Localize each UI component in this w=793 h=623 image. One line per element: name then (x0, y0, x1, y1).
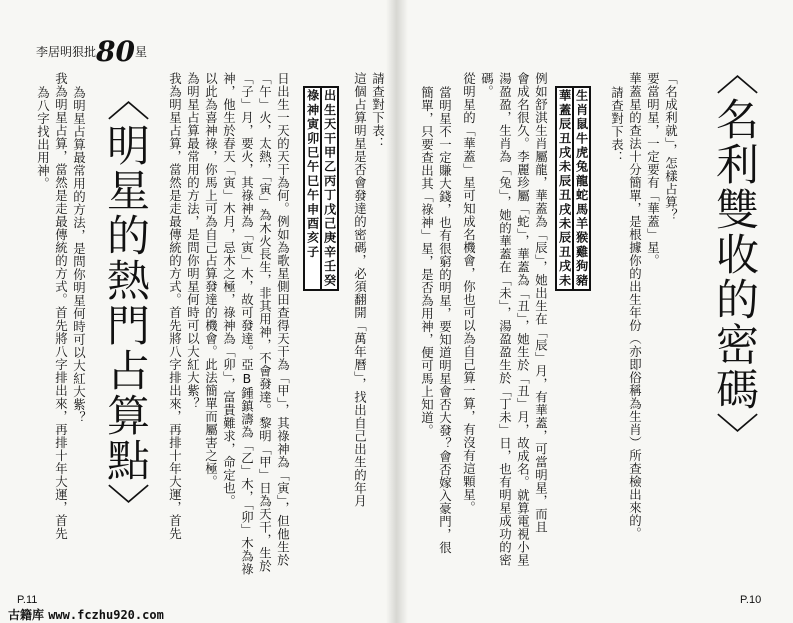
page-number-right: P.10 (740, 594, 762, 606)
text-line: 從明星的「華蓋」星可知成名機會，你也可以為自己算一算，有沒有這顆星。 (461, 72, 477, 514)
running-header (36, 35, 147, 68)
table-cell: 出生天干甲乙丙丁戊己庚辛壬癸 (322, 89, 337, 288)
header-suffix: 星 (134, 45, 147, 59)
text-line: 要當明星，一定要有「華蓋」星。 (645, 72, 661, 267)
footer-url: www.fczhu920.com (48, 608, 164, 622)
text-line: 當明星不一定賺大錢，也有很窮的明星，要知道明星會否大發？會否嫁入豪門，很 (437, 86, 453, 554)
text-line: 這個占算明星是否會發達的密碼，必須翻開「萬年曆」，找出自己出生的年月 (352, 72, 368, 508)
text-line: 華蓋星的查法十分簡單，是根據你的出生年份（亦即俗稱為生肖）所查檢出來的。 (627, 72, 643, 540)
footer-site-name: 古籍库 (8, 608, 45, 622)
table-cell: 祿神寅卯巳午巳午申酉亥子 (305, 89, 320, 260)
stems-table (303, 86, 339, 291)
text-line: 會成名很久。李麗珍屬「蛇」，華蓋為「丑」，她生於「丑」月，故成名。就算電視小星 (515, 72, 531, 567)
section-title-hot-points: 〈明星的熱門占算點〉 (100, 78, 150, 528)
text-line: 為明星占算最常用的方法，是問你明星何時可以大紅大紫？ (185, 72, 201, 410)
text-line: 「午」火，太熱，「寅」為木火長生，非其用神，不會發達。黎明「甲」日為天干，生於 (257, 72, 273, 573)
table-column (304, 87, 321, 290)
text-line: 我為明星占算，當然是走最傳統的方式。首先將八字排出來，再排十年大運，首先 (53, 72, 69, 540)
text-line: 碼。 (479, 72, 495, 98)
text-line: 以此為喜神祿，你馬上可為自己占算發達的機會。此法簡單而屬害之極。 (203, 72, 219, 488)
text-line: 為八字找出用神。 (35, 86, 51, 190)
table-column (573, 87, 590, 290)
text-line: 湯盈盈，生肖為「兔」，她的華蓋在「未」，湯盈盈生於「丁未」日，也有明星成功的密 (497, 72, 513, 567)
text-line: 簡單，只要查出其「祿神」星，是否為用神，便可馬上知道。 (419, 86, 435, 437)
page-number-left: P.11 (17, 594, 38, 606)
text-line: 「名成利就」，怎樣占算？ (663, 72, 679, 222)
table-column (556, 87, 573, 290)
text-line: 為明星占算最常用的方法，是問你明星何時可以大紅大紫？ (71, 86, 87, 424)
footer-watermark (8, 606, 164, 623)
header-text: 李居明狠批 (36, 45, 97, 59)
text-line: 請查對下表： (370, 72, 386, 150)
text-line: 「子」月，要火，其祿神為「寅」木，故可發達。亞B鍾鎮濤為「乙」木，「卯」木為祿 (239, 72, 255, 576)
text-line: 我為明星占算，當然是走最傳統的方式。首先將八字排出來，再排十年大運，首先 (167, 72, 183, 540)
spine-gutter (386, 0, 408, 623)
text-line: 神，他生於春天「寅」木月，忌木之極，祿神為「卯」，富貴難求，命定也。 (221, 72, 237, 508)
table-cell: 生肖鼠牛虎兔龍蛇馬羊猴雞狗豬 (574, 89, 589, 288)
section-title-fame: 〈名利雙收的密碼〉 (709, 52, 759, 457)
text-line: 例如舒淇生肖屬龍，華蓋為「辰」，她出生在「辰」月，有華蓋，可當明星，而且 (533, 72, 549, 534)
table-column (321, 87, 338, 290)
text-line: 請查對下表： (609, 86, 625, 164)
zodiac-table (555, 86, 591, 291)
header-number: 80 (96, 35, 135, 68)
table-cell: 華蓋辰丑戌未辰丑戌未辰丑戌未 (557, 89, 572, 288)
text-line: 日出生一天的天干為何。例如為歌星側田查得天干為「甲」，其祿神為「寅」，但他生於 (275, 72, 291, 567)
